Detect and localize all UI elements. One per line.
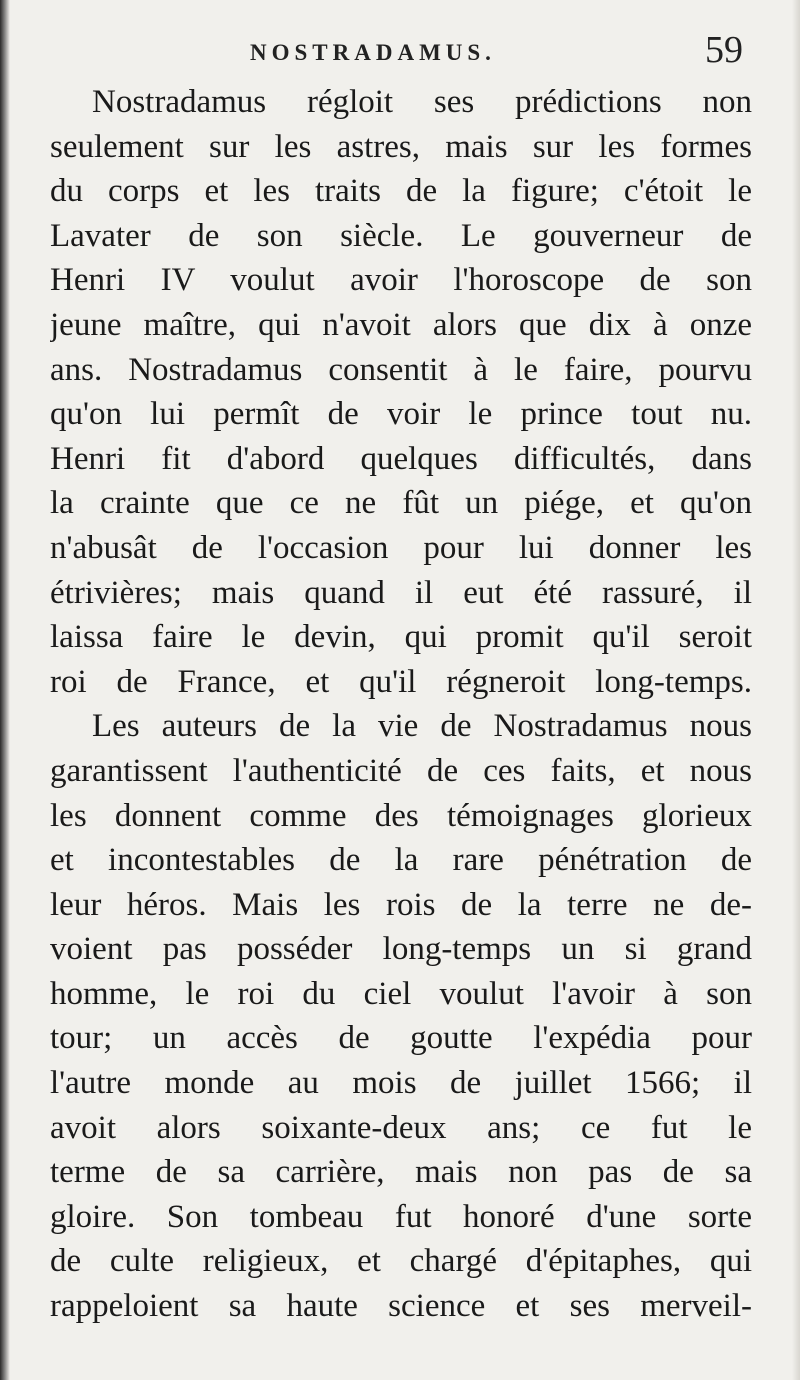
text-line: voient pas posséder long-temps un si grand [50,931,752,968]
page-edge [792,0,800,1380]
text-line: la crainte que ce ne fût un piége, et qu'on [50,485,752,522]
text-line: jeune maître, qui n'avoit alors que dix à onze [50,306,752,343]
running-head [0,28,800,78]
text-line: terme de sa carrière, mais non pas de sa [50,1154,752,1191]
page-number: 59 [705,29,743,71]
text-line: ans. Nostradamus consentit à le faire, pourvu [50,351,752,388]
text-line: laissa faire le devin, qui promit qu'il seroit [50,619,752,656]
text-line: seulement sur les astres, mais sur les formes [50,128,752,165]
text-line: du corps et les traits de la figure; c'étoit le [50,173,752,210]
text-line: de culte religieux, et chargé d'épitaphes, qui [50,1243,752,1280]
text-line: les donnent comme des témoignages glorieux [50,797,752,834]
text-line: qu'on lui permît de voir le prince tout nu. [50,396,752,433]
text-line: avoit alors soixante-deux ans; ce fut le [50,1109,752,1146]
binding-gutter-shadow [0,0,10,1380]
running-title: NOSTRADAMUS. [250,40,496,65]
text-line: Lavater de son siècle. Le gouverneur de [50,217,752,254]
text-line: garantissent l'authenticité de ces faits, et nous [50,752,752,789]
text-line: et incontestables de la rare pénétration de [50,842,752,879]
text-line: roi de France, et qu'il régneroit long-temps. [50,663,752,700]
body-text [50,80,752,1329]
text-line: n'abusât de l'occasion pour lui donner les [50,529,752,566]
text-line: Nostradamus régloit ses prédictions non [92,84,752,120]
text-line: leur héros. Mais les rois de la terre ne de- [50,886,752,923]
text-line: l'autre monde au mois de juillet 1566; il [50,1065,752,1102]
text-line: étrivières; mais quand il eut été rassuré, il [50,574,752,611]
text-line: homme, le roi du ciel voulut l'avoir à son [50,975,752,1012]
text-line: rappeloient sa haute science et ses merveil- [50,1288,752,1325]
text-line: Les auteurs de la vie de Nostradamus nous [92,708,752,745]
text-line: Henri IV voulut avoir l'horoscope de son [50,262,752,299]
text-line: tour; un accès de goutte l'expédia pour [50,1020,752,1057]
text-line: Henri fit d'abord quelques difficultés, dans [50,440,752,477]
text-line: gloire. Son tombeau fut honoré d'une sorte [50,1198,752,1235]
